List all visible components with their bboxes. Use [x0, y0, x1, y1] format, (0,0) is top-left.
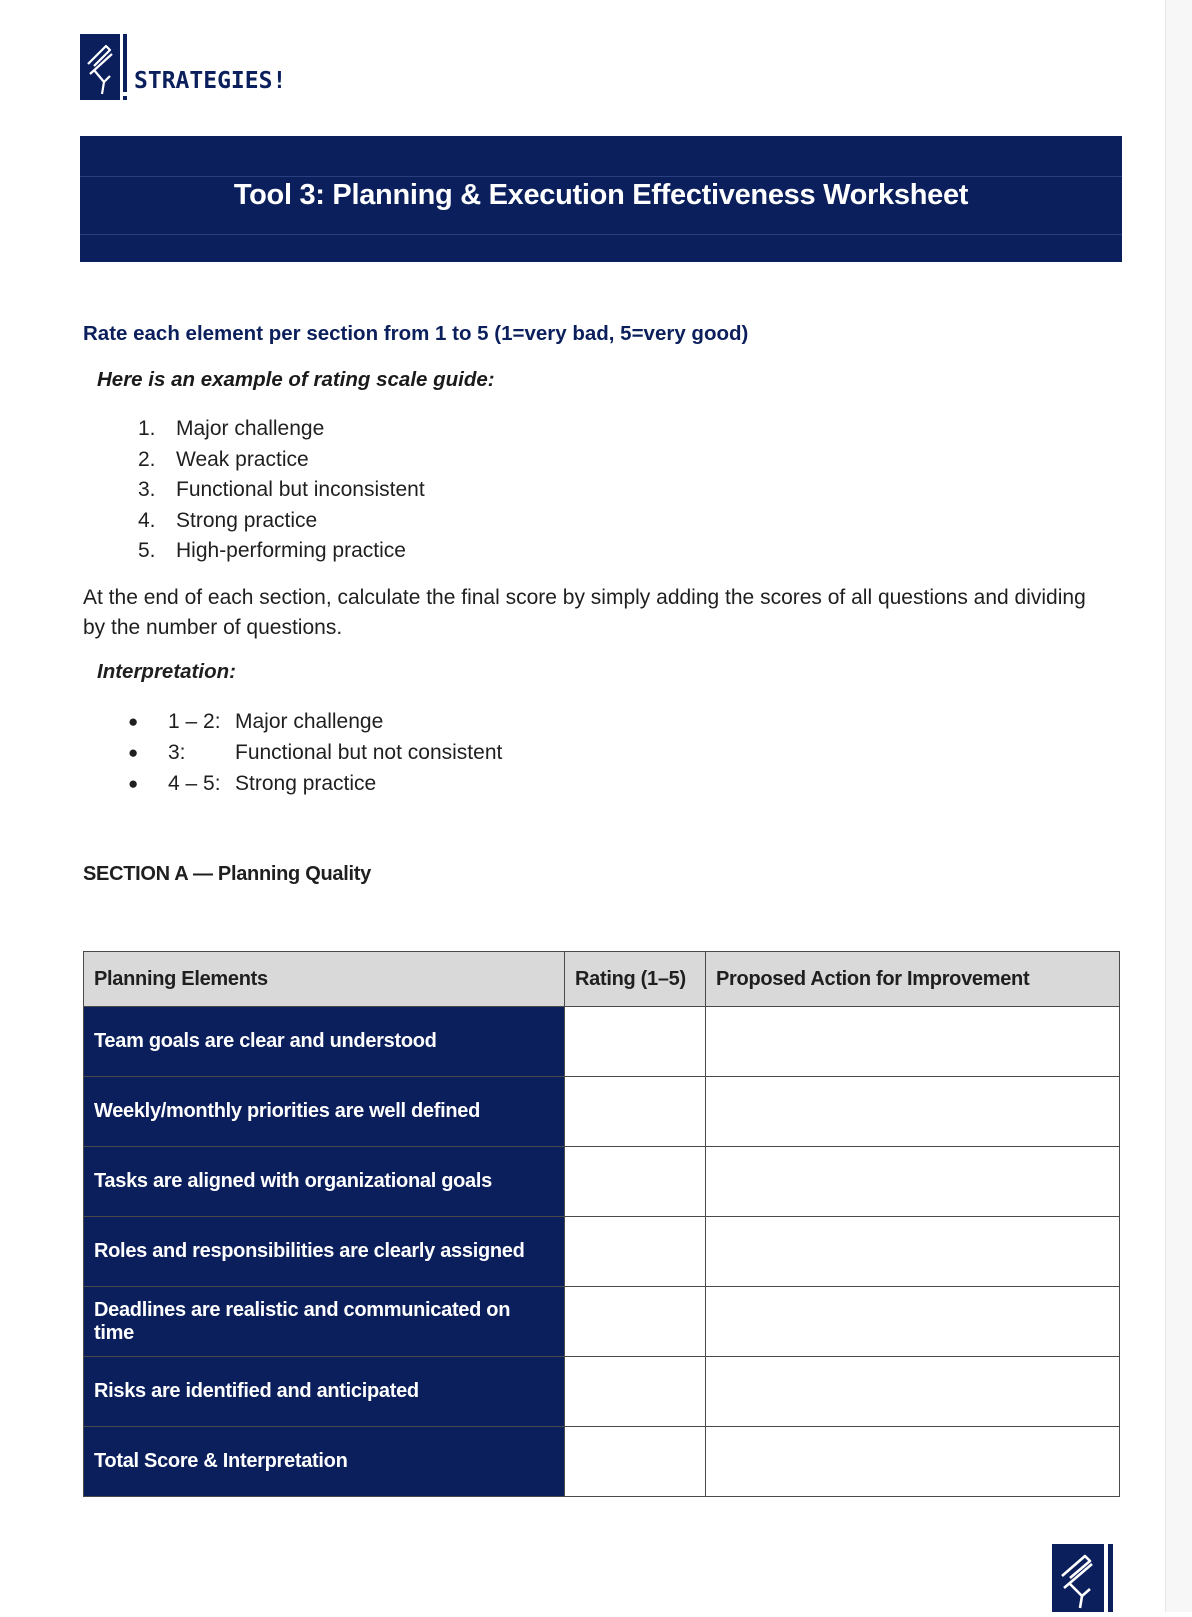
planning-element: Team goals are clear and understood — [84, 1007, 565, 1077]
item-label: Weak practice — [176, 447, 309, 471]
list-item — [128, 768, 502, 799]
strategies-logo-icon — [80, 34, 132, 100]
rating-cell[interactable] — [565, 1077, 706, 1147]
rating-guide-heading: Here is an example of rating scale guide: — [97, 368, 495, 391]
item-number: 3. — [138, 478, 156, 501]
list-item — [138, 414, 425, 445]
table-header-row — [84, 952, 1120, 1007]
planning-element: Weekly/monthly priorities are well defined — [84, 1077, 565, 1147]
column-header: Planning Elements — [84, 952, 565, 1007]
table-row — [84, 1077, 1120, 1147]
score-range: 3: — [168, 741, 186, 764]
rating-cell[interactable] — [565, 1147, 706, 1217]
action-cell[interactable] — [706, 1427, 1120, 1497]
strategies-logo-icon — [1052, 1544, 1118, 1612]
planning-table — [83, 951, 1120, 1497]
planning-element: Risks are identified and anticipated — [84, 1357, 565, 1427]
title-banner — [80, 136, 1122, 262]
planning-element: Tasks are aligned with organizational goals — [84, 1147, 565, 1217]
item-number: 2. — [138, 447, 156, 471]
list-item — [138, 506, 425, 537]
action-cell[interactable] — [706, 1007, 1120, 1077]
rating-instruction: Rate each element per section from 1 to 5 (1=very bad, 5=very good) — [83, 322, 749, 345]
score-range: 4 – 5: — [168, 772, 221, 795]
column-header: Rating (1–5) — [565, 952, 706, 1007]
total-score-label: Total Score & Interpretation — [84, 1427, 565, 1497]
bullet-icon: ● — [128, 712, 139, 731]
rating-scale-list — [138, 414, 425, 567]
table-row — [84, 1357, 1120, 1427]
bullet-icon: ● — [128, 774, 139, 793]
action-cell[interactable] — [706, 1077, 1120, 1147]
list-item — [138, 445, 425, 476]
list-item — [138, 536, 425, 567]
interpretation-list — [128, 706, 502, 799]
banner-rule — [80, 176, 1122, 177]
page-title: Tool 3: Planning & Execution Effectiveness Worksheet — [233, 179, 969, 211]
item-number: 5. — [138, 539, 156, 562]
interpretation-heading: Interpretation: — [97, 660, 236, 683]
rating-cell[interactable] — [565, 1357, 706, 1427]
scoring-note: At the end of each section, calculate the final score by simply adding the scores of all questions and dividing by the number of questions. — [83, 586, 1086, 639]
item-label: Functional but not consistent — [235, 741, 503, 764]
table-row — [84, 1427, 1120, 1497]
table-row — [84, 1287, 1120, 1357]
table-row — [84, 1147, 1120, 1217]
page-edge — [1165, 0, 1192, 1612]
section-a-title: SECTION A — Planning Quality — [83, 863, 371, 885]
item-number: 4. — [138, 508, 156, 532]
action-cell[interactable] — [706, 1147, 1120, 1217]
column-header: Proposed Action for Improvement — [706, 952, 1120, 1007]
item-label: High-performing practice — [176, 539, 406, 562]
planning-element: Roles and responsibilities are clearly assigned — [84, 1217, 565, 1287]
item-label: Strong practice — [235, 772, 377, 795]
strategies-logo — [80, 34, 286, 100]
bullet-icon: ● — [128, 743, 139, 762]
list-item — [128, 737, 502, 768]
list-item — [138, 475, 425, 506]
item-number: 1. — [138, 417, 156, 440]
banner-rule — [80, 234, 1122, 235]
item-label: Strong practice — [176, 508, 318, 532]
table-row — [84, 1007, 1120, 1077]
strategies-wordmark: STRATEGIES! — [134, 68, 287, 94]
planning-element: Deadlines are realistic and communicated on time — [84, 1287, 565, 1357]
table-row — [84, 1217, 1120, 1287]
rating-cell[interactable] — [565, 1287, 706, 1357]
item-label: Major challenge — [235, 710, 384, 733]
item-label: Major challenge — [176, 417, 325, 440]
action-cell[interactable] — [706, 1287, 1120, 1357]
rating-cell[interactable] — [565, 1007, 706, 1077]
list-item — [128, 706, 502, 737]
action-cell[interactable] — [706, 1357, 1120, 1427]
rating-cell[interactable] — [565, 1427, 706, 1497]
item-label: Functional but inconsistent — [176, 478, 425, 501]
score-range: 1 – 2: — [168, 710, 221, 733]
rating-cell[interactable] — [565, 1217, 706, 1287]
action-cell[interactable] — [706, 1217, 1120, 1287]
